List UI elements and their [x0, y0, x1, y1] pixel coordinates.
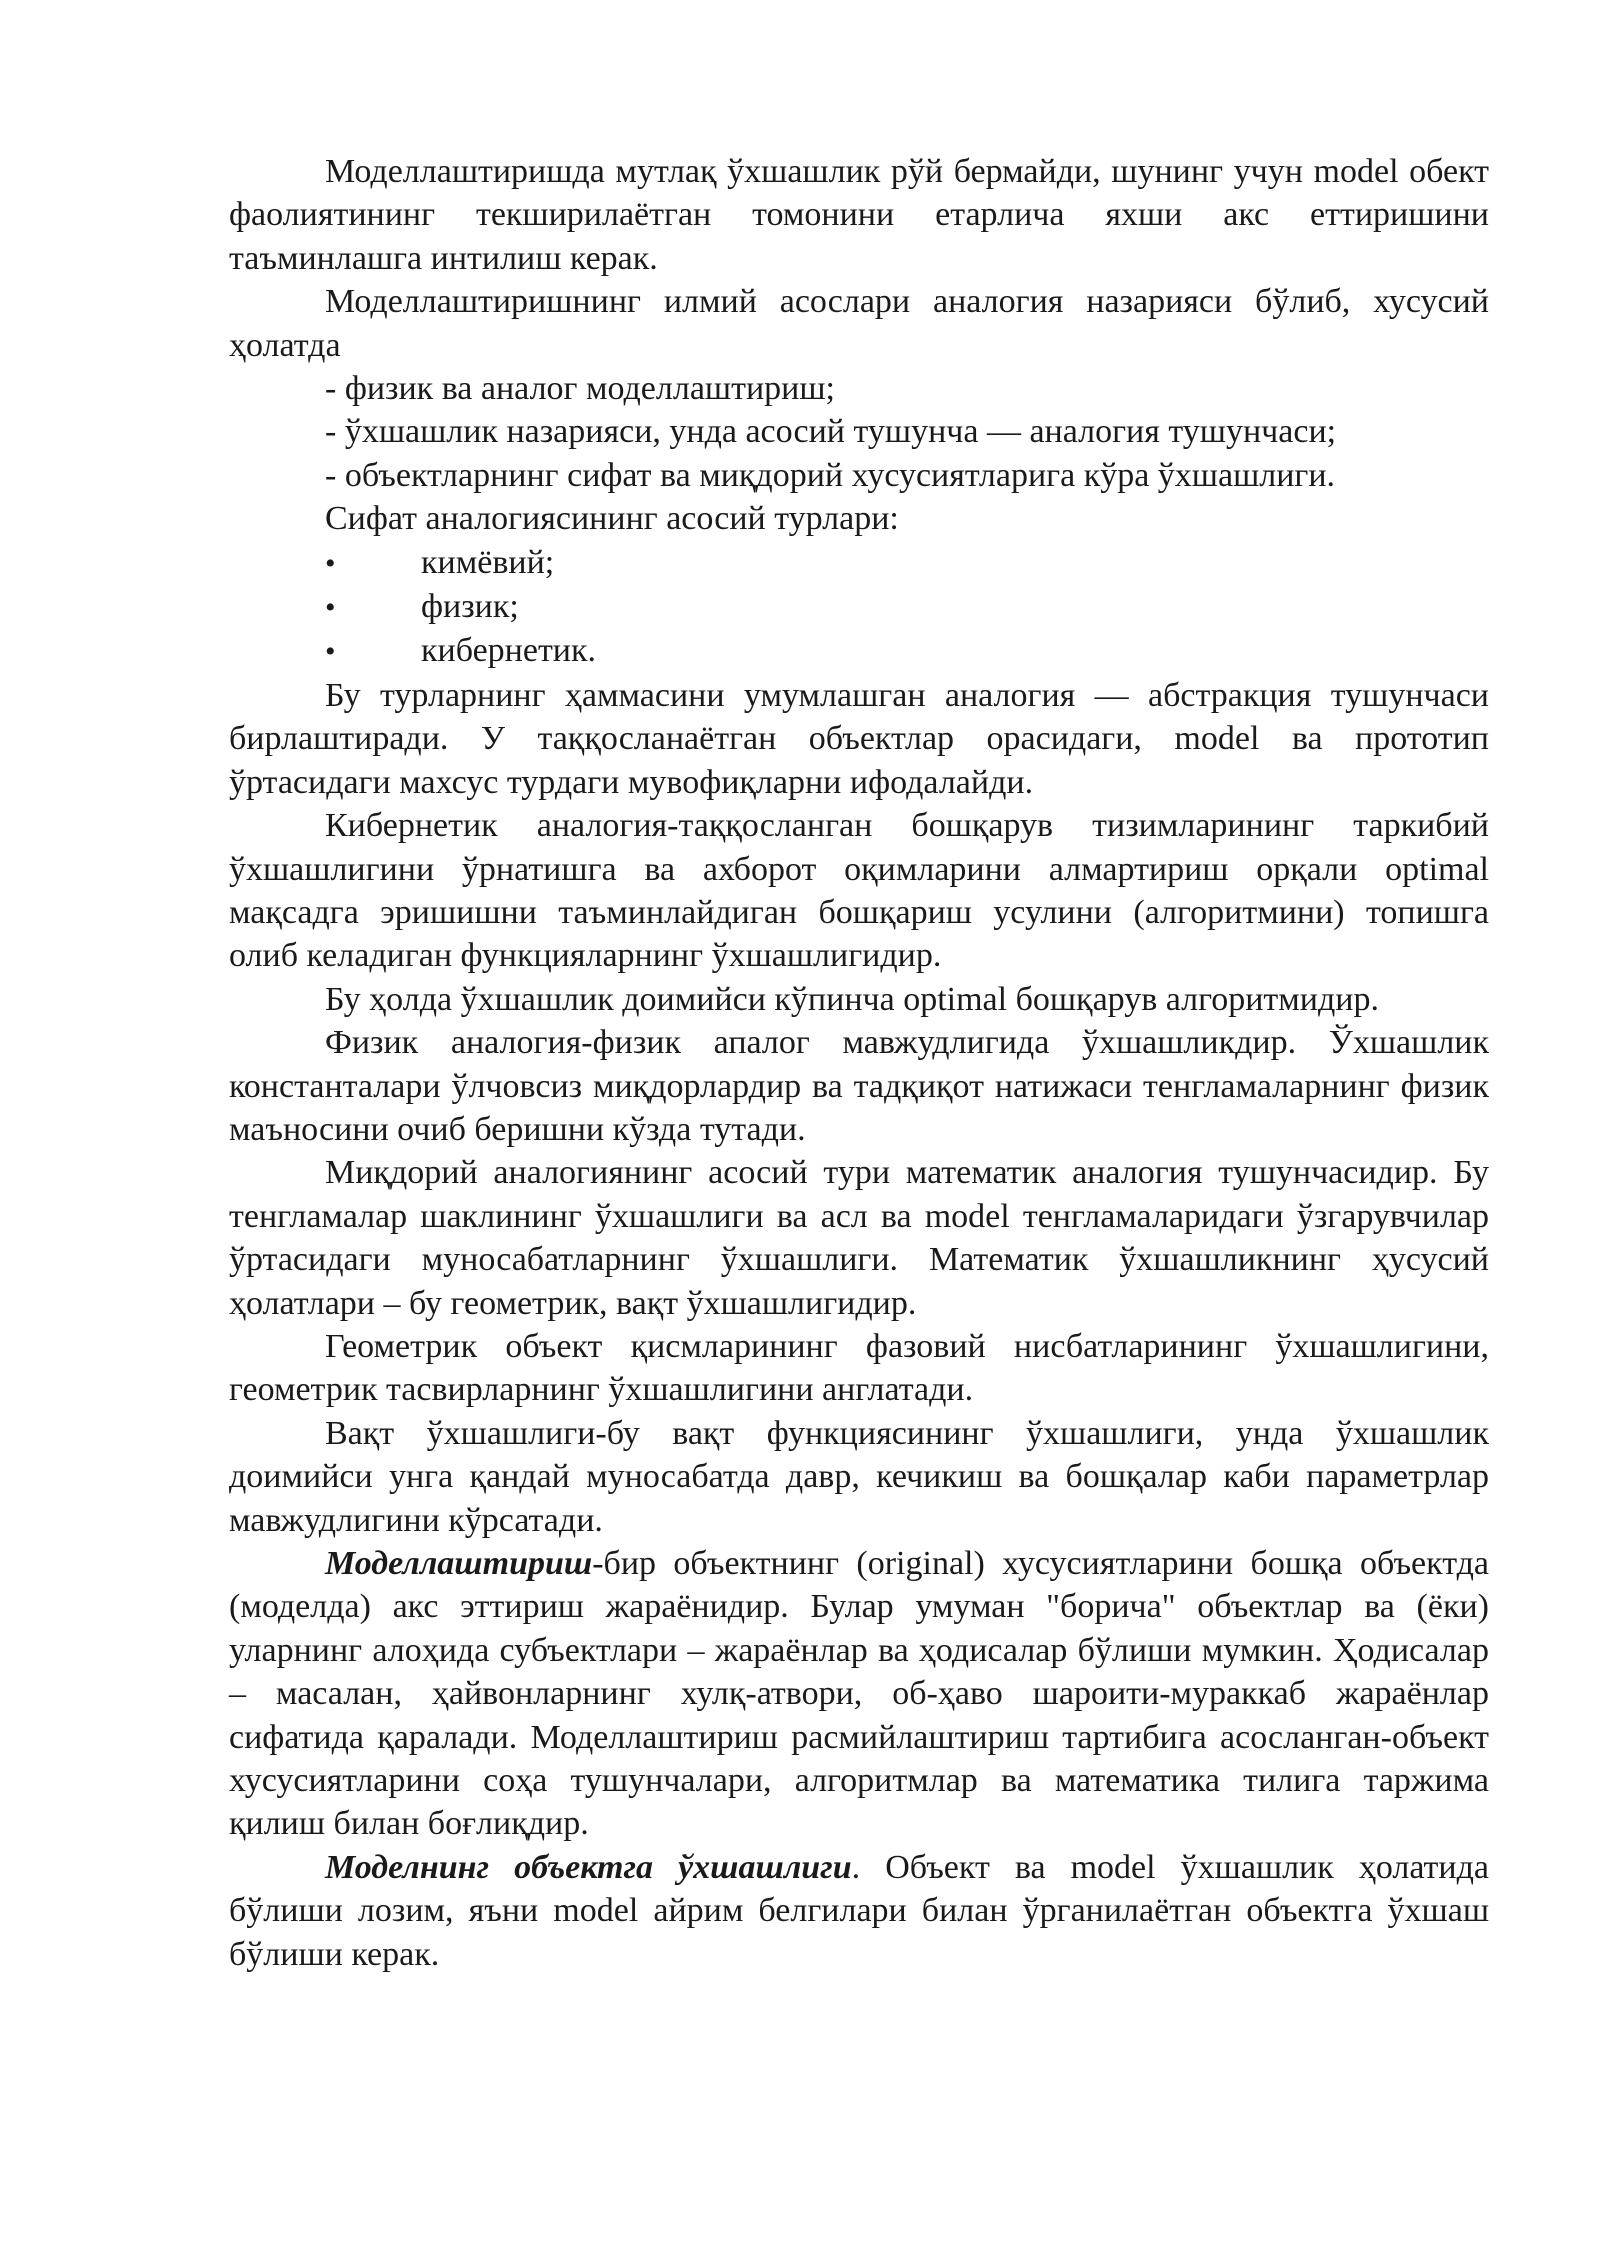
bullet-text: кибернетик.: [421, 632, 597, 670]
paragraph-geometric-similarity: Геометрик объект қисмларининг фазовий нисбатларининг ўхшашлигини, геометрик тасвирларнинг ўхшашлигини англатади.: [229, 1327, 1489, 1409]
bullet-list-item: [229, 541, 1489, 585]
paragraph-model-object-similarity: [229, 1846, 1489, 1976]
paragraph-time-similarity: Вақт ўхшашлиги-бу вақт функциясининг ўхшашлиги, унда ўхшашлик доимийси унга қандай муносабатда давр, кечикиш ва бошқалар каби параметрлар мавжудлигини кўрсатади.: [229, 1414, 1489, 1539]
paragraph-mathematical-analogy: Миқдорий аналогиянинг асосий тури математик аналогия тушунчасидир. Бу тенгламалар шаклининг ўхшашлиги ва асл ва model тенгламаларидаги ўзгарувчилар ўртасидаги муносабатларнинг ўхшашлиги. Математик ўхшашликнинг ҳусусий ҳолатлари – бу геометрик, вақт ўхшашлигидир.: [229, 1154, 1489, 1322]
bullet-icon: •: [325, 591, 336, 625]
bullet-list-item: [229, 585, 1489, 629]
document-page: [229, 150, 1489, 1976]
paragraph-physical-analogy: Физик аналогия-физик апалог мавжудлигида ўхшашликдир. Ўхшашлик константалари ўлчовсиз миқдорлардир ва тадқиқот натижаси тенгламаларнинг физик маъносини очиб беришни кўзда тутади.: [229, 1024, 1489, 1148]
dash-list-item: - физик ва аналог моделлаштириш;: [325, 370, 835, 408]
bullet-icon: •: [325, 635, 336, 669]
paragraph-cybernetic-analogy: Кибернетик аналогия-таққосланган бошқарув тизимларининг таркибий ўхшашлигини ўрнатишга ва ахборот оқимларини алмартириш орқали optimal мақсадга эришишни таъминлайдиган бошқариш усулини (алгоритмини) топишга олиб келадиган функцияларнинг ўхшашлигидир.: [229, 807, 1489, 975]
paragraph-modeling-definition: [229, 1542, 1489, 1846]
paragraph-scientific-basis: Моделлаштиришнинг илмий асослари аналогия назарияси бўлиб, хусусий ҳолатда: [229, 283, 1489, 364]
definition-text: . Объект ва model ўхшашлик ҳолатида бўлиши лозим, яъни model айрим белгилари билан ўрганилаётган объектга ўхшаш бўлиши керак.: [229, 1848, 1490, 1973]
dash-list-item: - объектларнинг сифат ва миқдорий хусусиятларига кўра ўхшашлиги.: [325, 456, 1336, 494]
paragraph-abstraction: Бу турларнинг ҳаммасини умумлашган аналогия — абстракция тушунчаси бирлаштиради. У таққосланаётган объектлар орасидаги, model ва прототип ўртасидаги махсус турдаги мувофиқларни ифодалайди.: [229, 676, 1489, 801]
bullet-list-item: [229, 629, 1489, 673]
bullet-text: физик;: [421, 588, 519, 626]
definition-text: -бир объектнинг (original) хусусиятларини бошқа объектда (моделда) акс эттириш жараёнидир. Булар умуман "борича" объектлар ва (ёки) уларнинг алоҳида субъектлари – жараёнлар ва ҳодисалар бўлиши мумкин. Ҳодисалар – масалан, ҳайвонларнинг хулқ-атвори, об-ҳаво шароити-мураккаб жараёнлар сифатида қаралади. Моделлаштириш расмийлаштириш тартибига асосланган-объект хусусиятларини соҳа тушунчалари, алгоритмлар ва математика тилига таржима қилиш билан боғлиқдир.: [229, 1545, 1489, 1843]
dash-list-item: - ўхшашлик назарияси, унда асосий тушунча — аналогия тушунчаси;: [325, 413, 1337, 451]
bullet-icon: •: [325, 546, 336, 580]
paragraph-quality-analogy-types: Сифат аналогиясининг асосий турлари:: [325, 500, 899, 538]
paragraph-modeling-similarity: Моделлаштиришда мутлақ ўхшашлик рўй бермайди, шунинг учун model обект фаолиятининг текширилаётган томонини етарлича яхши акс еттиришини таъминлашга интилиш керак.: [229, 153, 1489, 277]
term-model-similarity: Моделнинг объектга ўхшашлиги: [325, 1848, 852, 1886]
paragraph-similarity-constant: Бу ҳолда ўхшашлик доимийси кўпинча optimal бошқарув алгоритмидир.: [325, 980, 1379, 1018]
term-modeling: Моделлаштириш: [325, 1545, 593, 1582]
bullet-text: кимёвий;: [421, 543, 555, 581]
